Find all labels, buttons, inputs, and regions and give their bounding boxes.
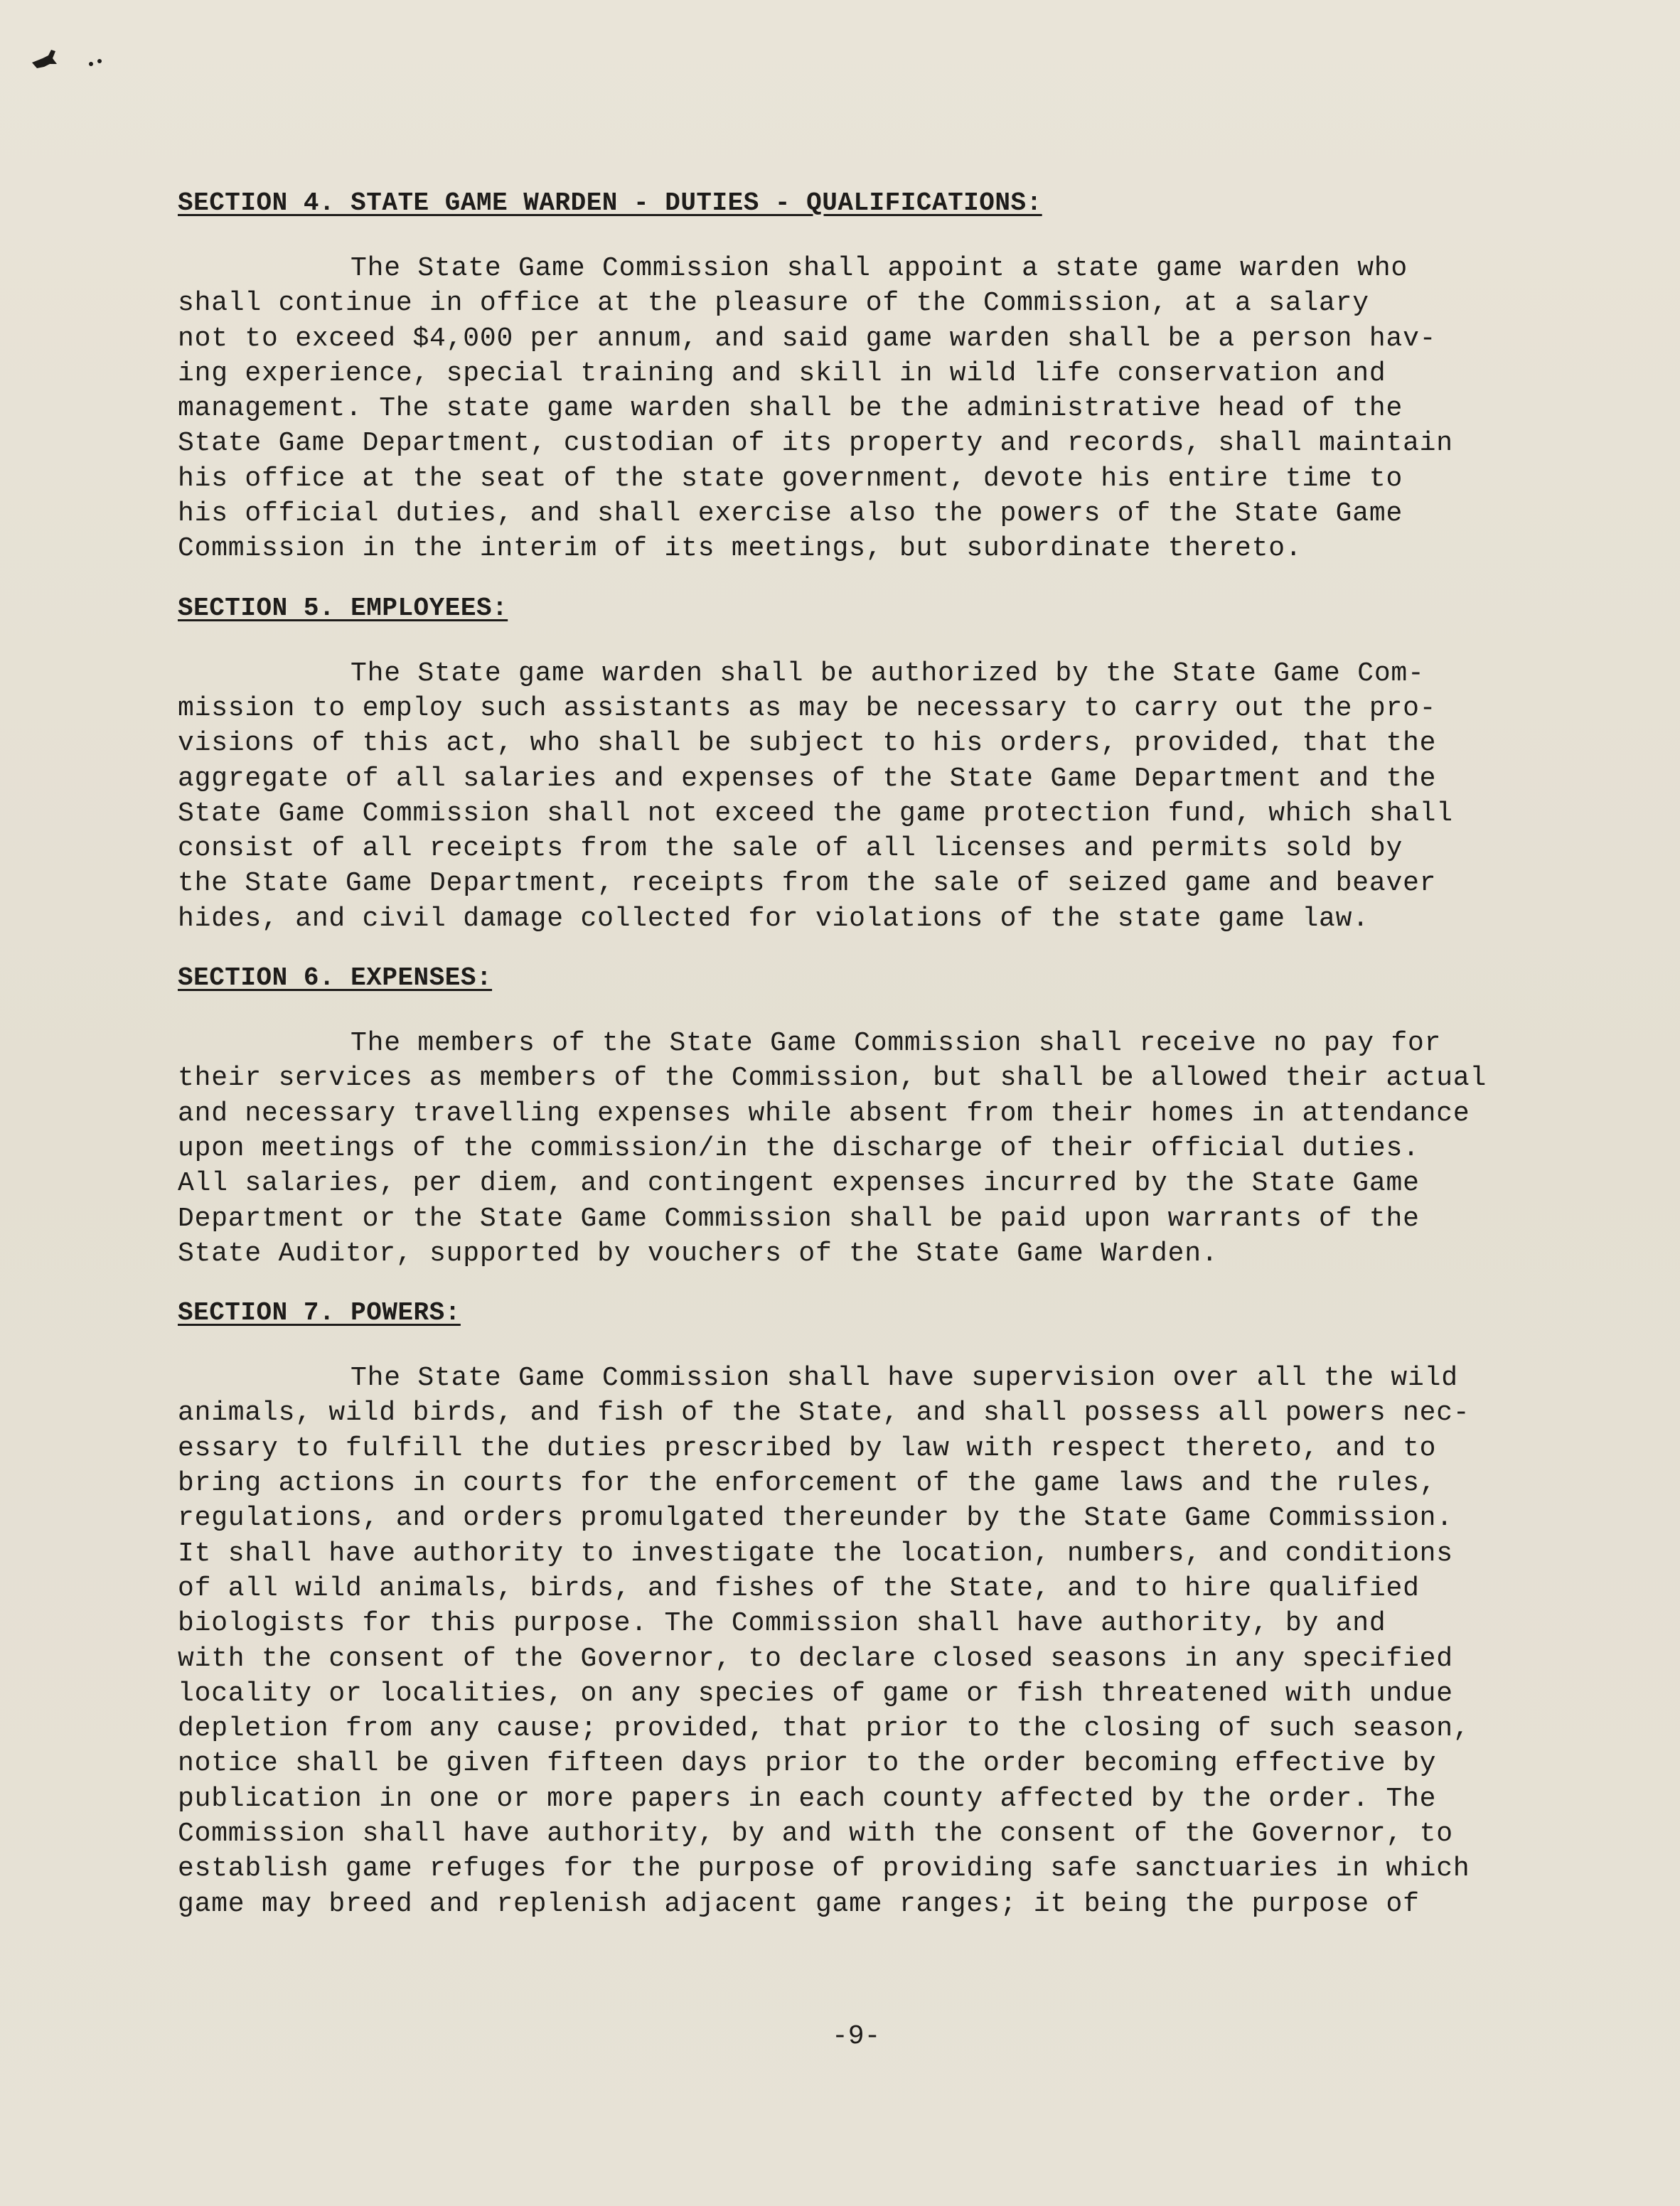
section-5-paragraph (178, 656, 1564, 936)
paragraph-line: State Auditor, supported by vouchers of the State Game Warden. (178, 1238, 1219, 1269)
paragraph-line: The members of the State Game Commission shall receive no pay for (351, 1028, 1442, 1059)
paragraph-line: consist of all receipts from the sale of all licenses and permits sold by (178, 833, 1403, 864)
paragraph-line: locality or localities, on any species of game or fish threatened with undue (178, 1678, 1453, 1709)
paragraph-line: game may breed and replenish adjacent game ranges; it being the purpose of (178, 1888, 1420, 1919)
paragraph-line: with the consent of the Governor, to declare closed seasons in any specified (178, 1643, 1453, 1674)
document-body (178, 186, 1564, 1922)
paragraph-line: The State game warden shall be authorized by the State Game Com- (351, 658, 1425, 689)
page-number: -9- (832, 2021, 881, 2052)
paragraph-line: mission to employ such assistants as may be necessary to carry out the pro- (178, 692, 1437, 724)
paragraph-line: It shall have authority to investigate the location, numbers, and conditions (178, 1538, 1453, 1569)
paragraph-line: The State Game Commission shall appoint a state game warden who (351, 253, 1408, 284)
paragraph-line: establish game refuges for the purpose of providing safe sanctuaries in which (178, 1853, 1470, 1885)
section-4-heading: SECTION 4. STATE GAME WARDEN - DUTIES - QUALIFICATIONS: (178, 188, 1042, 218)
paragraph-line: depletion from any cause; provided, that prior to the closing of such season, (178, 1713, 1470, 1745)
paragraph-line: the State Game Department, receipts from the sale of seized game and beaver (178, 868, 1437, 899)
paragraph-line: The State Game Commission shall have supervision over all the wild (351, 1363, 1458, 1394)
paragraph-line: shall continue in office at the pleasure of the Commission, at a salary (178, 288, 1369, 319)
paragraph-line: biologists for this purpose. The Commission shall have authority, by and (178, 1608, 1386, 1639)
ink-mark-icon (28, 43, 114, 78)
section-5-heading: SECTION 5. EMPLOYEES: (178, 593, 508, 623)
paragraph-line: publication in one or more papers in each county affected by the order. The (178, 1783, 1437, 1814)
paragraph-line: upon meetings of the commission/in the discharge of their official duties. (178, 1133, 1420, 1164)
section-7-heading: SECTION 7. POWERS: (178, 1298, 461, 1328)
paragraph-line: ing experience, special training and skill in wild life conservation and (178, 358, 1386, 389)
paragraph-line: his official duties, and shall exercise also the powers of the State Game (178, 498, 1403, 530)
paragraph-line: and necessary travelling expenses while absent from their homes in attendance (178, 1098, 1470, 1129)
paragraph-line: State Game Department, custodian of its property and records, shall maintain (178, 428, 1453, 459)
paragraph-line: aggregate of all salaries and expenses of the State Game Department and the (178, 763, 1437, 794)
paragraph-line: State Game Commission shall not exceed the game protection fund, which shall (178, 798, 1453, 829)
paragraph-line: his office at the seat of the state government, devote his entire time to (178, 463, 1403, 494)
paragraph-line: visions of this act, who shall be subject to his orders, provided, that the (178, 728, 1437, 759)
paragraph-line: hides, and civil damage collected for violations of the state game law. (178, 903, 1369, 934)
paragraph-line: essary to fulfill the duties prescribed by law with respect thereto, and to (178, 1433, 1437, 1464)
paragraph-line: notice shall be given fifteen days prior to the order becoming effective by (178, 1748, 1437, 1779)
section-4-paragraph (178, 251, 1564, 567)
section-6-paragraph (178, 1026, 1564, 1271)
paragraph-line: regulations, and orders promulgated thereunder by the State Game Commission. (178, 1503, 1453, 1534)
paragraph-line: their services as members of the Commission, but shall be allowed their actual (178, 1063, 1487, 1094)
section-6-heading: SECTION 6. EXPENSES: (178, 963, 493, 993)
paragraph-line: management. The state game warden shall be the administrative head of the (178, 393, 1403, 424)
paragraph-line: bring actions in courts for the enforcement of the game laws and the rules, (178, 1468, 1437, 1499)
paragraph-line: animals, wild birds, and fish of the State, and shall possess all powers nec- (178, 1398, 1470, 1429)
paragraph-line: Commission shall have authority, by and with the consent of the Governor, to (178, 1818, 1453, 1849)
paragraph-line: Commission in the interim of its meetings, but subordinate thereto. (178, 533, 1302, 564)
paragraph-line: All salaries, per diem, and contingent expenses incurred by the State Game (178, 1168, 1420, 1199)
paragraph-line: Department or the State Game Commission shall be paid upon warrants of the (178, 1203, 1420, 1234)
paragraph-line: not to exceed $4,000 per annum, and said game warden shall be a person hav- (178, 323, 1437, 354)
section-7-paragraph (178, 1361, 1564, 1922)
paragraph-line: of all wild animals, birds, and fishes of the State, and to hire qualified (178, 1573, 1420, 1604)
